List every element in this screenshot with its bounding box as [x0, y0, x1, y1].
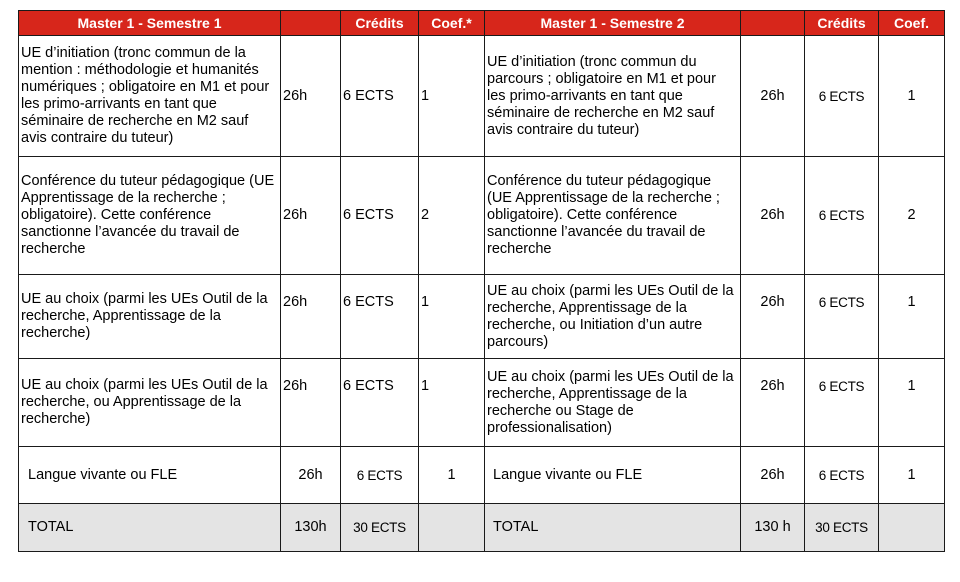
table-row — [19, 157, 945, 275]
curriculum-table — [18, 10, 945, 552]
s1-coef: 1 — [419, 275, 485, 359]
header-hours-s2 — [741, 11, 805, 36]
s1-credits: 6 ECTS — [341, 157, 419, 275]
s1-hours: 26h — [281, 447, 341, 504]
table-row — [19, 275, 945, 359]
s1-coef: 1 — [419, 359, 485, 447]
s1-ue-description: UE au choix (parmi les UEs Outil de la recherche, Apprentissage de la recherche) — [19, 275, 281, 359]
s1-credits: 6 ECTS — [341, 36, 419, 157]
s2-ue-description: UE au choix (parmi les UEs Outil de la recherche, Apprentissage de la recherche ou Stage de professionalisation) — [485, 359, 741, 447]
s1-ue-description: UE au choix (parmi les UEs Outil de la recherche, ou Apprentissage de la recherche) — [19, 359, 281, 447]
s1-coef: 2 — [419, 157, 485, 275]
s2-hours: 26h — [741, 359, 805, 447]
s2-coef: 1 — [879, 447, 945, 504]
s2-credits: 6 ECTS — [805, 447, 879, 504]
s2-hours: 26h — [741, 36, 805, 157]
table-row — [19, 36, 945, 157]
header-semestre-1: Master 1 - Semestre 1 — [19, 11, 281, 36]
header-hours-s1 — [281, 11, 341, 36]
s2-coef: 1 — [879, 275, 945, 359]
s2-ue-description: Conférence du tuteur pédagogique (UE Apprentissage de la recherche ; obligatoire). Cette conférence sanctionne l’avancée du travail de recherche — [485, 157, 741, 275]
s2-ue-description: Langue vivante ou FLE — [485, 447, 741, 504]
s2-total-credits: 30 ECTS — [805, 504, 879, 552]
s1-credits: 6 ECTS — [341, 447, 419, 504]
header-semestre-2: Master 1 - Semestre 2 — [485, 11, 741, 36]
s2-total-label: TOTAL — [485, 504, 741, 552]
s1-total-credits: 30 ECTS — [341, 504, 419, 552]
s2-hours: 26h — [741, 157, 805, 275]
s2-coef: 1 — [879, 359, 945, 447]
s1-hours: 26h — [281, 157, 341, 275]
s2-ue-description: UE au choix (parmi les UEs Outil de la recherche, Apprentissage de la recherche, ou Initiation d’un autre parcours) — [485, 275, 741, 359]
table-row — [19, 359, 945, 447]
s2-hours: 26h — [741, 447, 805, 504]
s2-credits: 6 ECTS — [805, 36, 879, 157]
s1-ue-description: Langue vivante ou FLE — [19, 447, 281, 504]
s1-coef: 1 — [419, 447, 485, 504]
s1-ue-description: UE d’initiation (tronc commun de la mention : méthodologie et humanités numériques ; obligatoire en M1 et pour les primo-arrivants en tant que séminaire de recherche en M2 sauf avis contraire du tuteur) — [19, 36, 281, 157]
s2-credits: 6 ECTS — [805, 157, 879, 275]
s2-ue-description: UE d’initiation (tronc commun du parcours ; obligatoire en M1 et pour les primo-arrivants en tant que séminaire de recherche en M2 sauf avis contraire du tuteur) — [485, 36, 741, 157]
s1-total-coef — [419, 504, 485, 552]
s1-hours: 26h — [281, 275, 341, 359]
s1-hours: 26h — [281, 36, 341, 157]
header-row — [19, 11, 945, 36]
header-coef-s1: Coef.* — [419, 11, 485, 36]
s2-credits: 6 ECTS — [805, 359, 879, 447]
header-coef-s2: Coef. — [879, 11, 945, 36]
s2-coef: 1 — [879, 36, 945, 157]
s2-credits: 6 ECTS — [805, 275, 879, 359]
s1-credits: 6 ECTS — [341, 275, 419, 359]
total-row — [19, 504, 945, 552]
s1-total-hours: 130h — [281, 504, 341, 552]
s2-total-hours: 130 h — [741, 504, 805, 552]
s1-coef: 1 — [419, 36, 485, 157]
table-row — [19, 447, 945, 504]
s1-total-label: TOTAL — [19, 504, 281, 552]
s1-credits: 6 ECTS — [341, 359, 419, 447]
s2-hours: 26h — [741, 275, 805, 359]
header-credits-s1: Crédits — [341, 11, 419, 36]
s1-ue-description: Conférence du tuteur pédagogique (UE Apprentissage de la recherche ; obligatoire). Cette conférence sanctionne l’avancée du travail de recherche — [19, 157, 281, 275]
s2-coef: 2 — [879, 157, 945, 275]
s1-hours: 26h — [281, 359, 341, 447]
s2-total-coef — [879, 504, 945, 552]
header-credits-s2: Crédits — [805, 11, 879, 36]
